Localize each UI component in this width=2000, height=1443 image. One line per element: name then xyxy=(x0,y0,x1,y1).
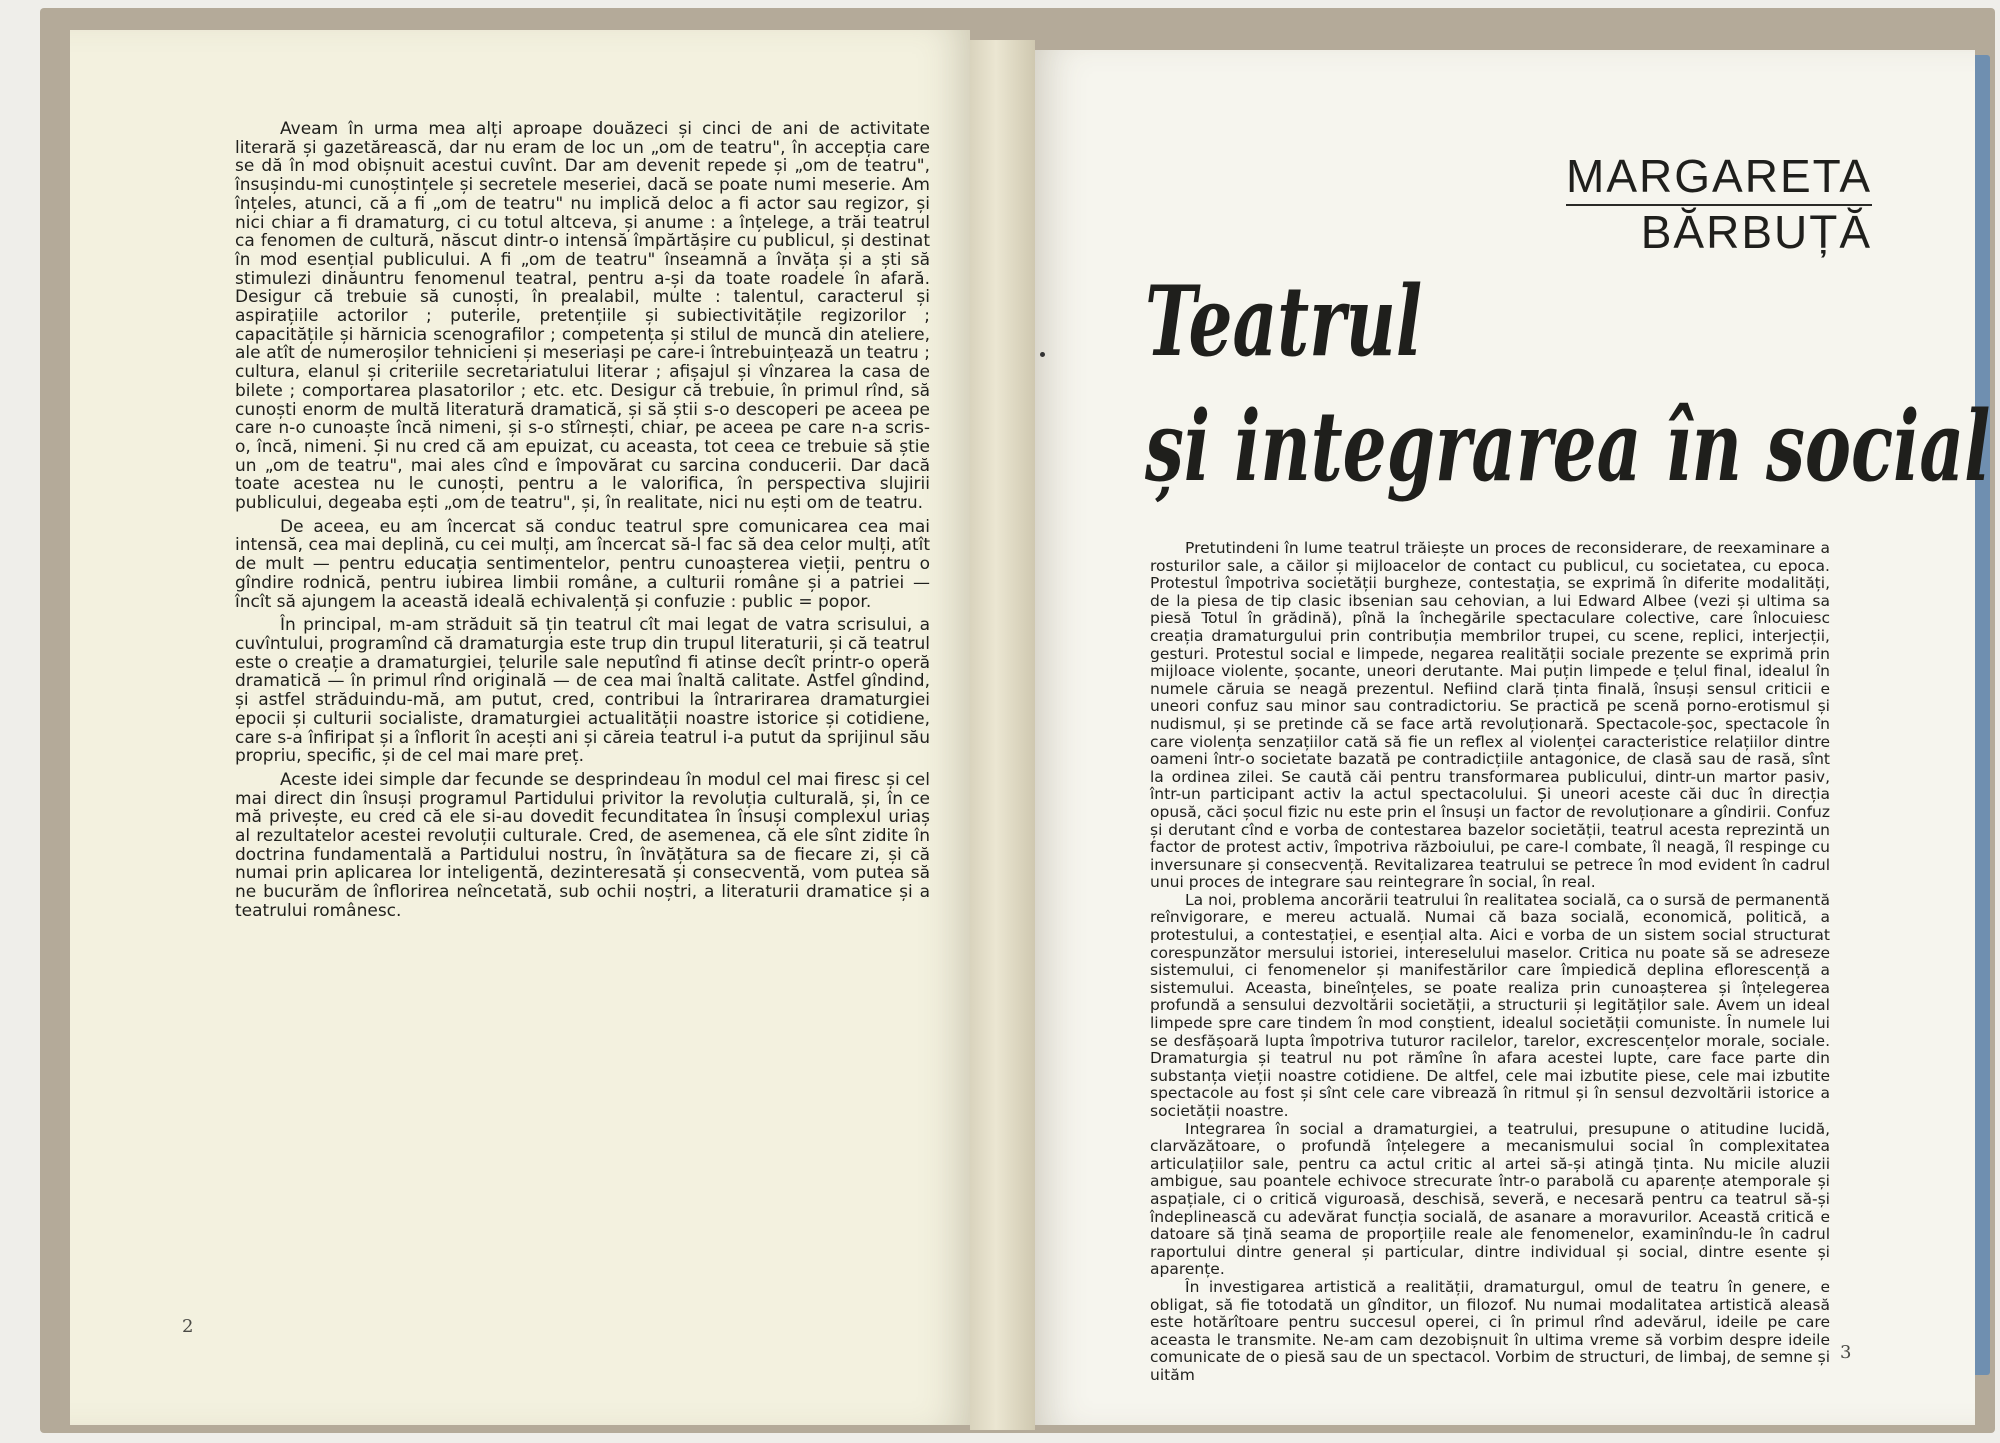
left-paragraph-2: De aceea, eu am încercat să conduc teatrul spre comunicarea cea mai intensă, cea mai deplină, cu cei mulți, am încercat să-l fac să dea celor mulți, atît de mult — pentru educația sentimentelor, pentru cunoașterea vieții, pentru o gîndire rodnică, pentru iubirea limbii române, a culturii române și a patriei — încît să ajungem la această ideală echivalență și confuzie : public = popor. xyxy=(235,516,930,612)
article-author xyxy=(1566,150,1872,258)
right-page-text xyxy=(1150,540,1830,1385)
author-last-name: BĂRBUȚĂ xyxy=(1640,206,1872,258)
article-title-line-2: și integrarea în social xyxy=(1145,390,1991,503)
right-paragraph-2: La noi, problema ancorării teatrului în realitatea socială, ca o sursă de permanentă reînvigorare, e mereu actuală. Numai că baza socială, economică, politică, a protestului, a contestației, e esențial alta. Aici e vorba de un sistem social structurat corespunzător mersului istoriei, intereselului maselor. Critica nu poate să se adreseze sistemului, ci fenomenelor și manifestărilor care împiedică deplina eflorescență a sistemului. Aceasta, bineînțeles, se poate realiza prin cunoașterea și înțelegerea profundă a sensului dezvoltării societății, a structurii și legităților sale. Avem un ideal limpede spre care tindem în mod conștient, idealul societății comuniste. În numele lui se desfășoară lupta împotriva tuturor racilelor, tarelor, excrescențelor morale, sociale. Dramaturgia și teatrul nu pot rămîne în afara acestei lupte, care face parte din substanța vieții noastre cotidiene. De altfel, cele mai izbutite piese, cele mai izbutite spectacole au fost și sînt cele care vibrează în ritmul și în sensul dezvoltării istorice a societății noastre. xyxy=(1150,890,1830,1120)
right-paragraph-4: În investigarea artistică a realității, dramaturgul, omul de teatru în genere, e obligat, să fie totodată un gînditor, un filozof. Nu numai modalitatea artistică aleasă este hotărîtoare pentru succesul operei, ci în primul rînd adevărul, ideile pe care aceasta le transmite. Ne-am cam dezobișnuit în ultima vreme să vorbim despre ideile comunicate de o piesă sau de un spectacol. Vorbim de structuri, de limbaj, de semne și uităm xyxy=(1150,1277,1830,1384)
left-paragraph-4: Aceste idei simple dar fecunde se desprindeau în modul cel mai firesc și cel mai direct din însuși programul Partidului privitor la revoluția culturală, și, în ce mă privește, eu cred că ele si-au dovedit fecunditatea în însuși complexul uriaș al rezultatelor acestei revoluții culturale. Cred, de asemenea, că ele sînt zidite în doctrina fundamentală a Partidului nostru, în învățătura sa de fiecare zi, și că numai prin aplicarea lor inteligentă, dezinteresată și consecventă, vom putea să ne bucurăm de înflorirea neîncetată, sub ochii noștri, a literaturii dramatice și a teatrului românesc. xyxy=(235,769,930,921)
author-first-name: MARGARETA xyxy=(1566,150,1872,206)
article-title-line-1: Teatrul xyxy=(1145,265,1423,378)
left-page-text xyxy=(235,120,930,926)
right-paragraph-3: Integrarea în social a dramaturgiei, a teatrului, presupune o atitudine lucidă, clarvăzătoare, o profundă înțelegere a mecanismului social în complexitatea articulațiilor sale, pentru ca actul critic al artei să-și atingă ținta. Nu micile aluzii ambigue, sau poantele echivoce strecurate într-o parabolă cu aparențe atemporale și aspațiale, ci o critică viguroasă, deschisă, severă, e necesară pentru ca teatrul să-și îndeplinească cu adevărat funcția socială, de asanare a moravurilor. Această critică e datoare să țină seama de proporțiile reale ale fenomenelor, examinîndu-le în cadrul raportului dintre general și particular, dintre individual și social, dintre esente și aparențe. xyxy=(1150,1119,1830,1279)
left-page-number: 2 xyxy=(182,1316,194,1337)
right-page-number: 3 xyxy=(1840,1342,1852,1363)
right-paragraph-1: Pretutindeni în lume teatrul trăiește un proces de reconsiderare, de reexaminare a rosturilor sale, a căilor și mijloacelor de contact cu publicul, cu societatea, cu epoca. Protestul împotriva societății burgheze, contestația, se exprimă în diferite modalități, de la piesa de tip clasic ibsenian sau cehovian, a lui Edward Albee (vezi și ultima sa piesă Totul în grădină), pînă la închegările spectaculare colective, care înlocuiesc creația dramaturgului prin contribuția membrilor trupei, cu scene, replici, interjecții, gesturi. Protestul social e limpede, negarea realității sociale prezente se exprimă prin mijloace violente, șocante, uneori derutante. Mai puțin limpede e țelul final, idealul în numele căruia se neagă prezentul. Nefiind clară ținta finală, însuși sensul criticii e uneori confuz sau minor sau contradictoriu. Se practică pe scenă porno-erotismul și nudismul, și se pretinde că se face artă revoluționară. Spectacole-șoc, spectacole în care violența senzațiilor cată să fie un reflex al violenței caracteristice relațiilor dintre oameni într-o societate bazată pe contradicțiile antagonice, de clasă sau de rasă, sînt la ordinea zilei. Se caută căi pentru transformarea publicului, dintr-un martor pasiv, într-un participant activ la actul spectacolului. Și uneori aceste căi duc în direcția opusă, căci șocul fizic nu este prin el însuși un factor de revoluționare a gîndirii. Confuz și derutant cînd e vorba de contestarea bazelor societății, teatrul acesta reprezintă un factor de protest activ, împotriva războiului, pe care-l combate, îl neagă, îl respinge cu inversunare și consecvență. Revitalizarea teatrului se petrece în mod evident în cadrul unui proces de integrare sau reintegrare în social, în real. xyxy=(1150,539,1830,892)
left-paragraph-1: Aveam în urma mea alți aproape douăzeci și cinci de ani de activitate literară și gazetărească, dar nu eram de loc un „om de teatru", în accepția care se dă în mod obișnuit acestui cuvînt. Dar am devenit repede și „om de teatru", însușindu-mi cunoștințele și secretele meseriei, dacă se poate numi meserie. Am înțeles, atunci, că a fi „om de teatru" nu implică deloc a fi actor sau regizor, și nici chiar a fi dramaturg, ci cu totul altceva, și anume : a înțelege, a trăi teatrul ca fenomen de cultură, născut dintr-o intensă împărtășire cu publicul, și destinat în mod esențial publicului. A fi „om de teatru" înseamnă a învăța și a ști să stimulezi dinăuntru fenomenul teatral, pentru a-și da toate roadele în afară. Desigur că trebuie să cunoști, în prealabil, multe : talentul, caracterul și aspirațiile actorilor ; puterile, pretențiile și subiectivitățile regizorilor ; capacitățile și hărnicia scenografilor ; competența și stilul de muncă din ateliere, ale atît de numeroșilor tehnicieni și meseriași pe care-i întrebuințează un teatru ; cultura, elanul și criteriile secretariatului literar ; afișajul și vînzarea la casa de bilete ; comportarea plasatorilor ; etc. etc. Desigur că trebuie, în primul rînd, să cunoști enorm de multă literatură dramatică, și să știi s-o descoperi pe aceea pe care n-o cunoaște încă nimeni, și s-o stîrnești, chiar, pe aceea pe care n-a scris-o, încă, nimeni. Și nu cred că am epuizat, cu aceasta, tot ceea ce trebuie să știe un „om de teatru", mai ales cînd e împovărat cu sarcina conducerii. Dar dacă toate acestea nu le cunoști, pentru a le valorifica, în perspectiva slujirii publicului, degeaba ești „om de teatru", și, în realitate, nici nu ești om de teatru. xyxy=(235,119,930,514)
left-paragraph-3: În principal, m-am străduit să țin teatrul cît mai legat de vatra scrisului, a cuvîntului, programînd că dramaturgia este trup din trupul literaturii, și că teatrul este o creație a dramaturgiei, țelurile sale neputînd fi atinse decît printr-o operă dramatică — în primul rînd originală — de cea mai înaltă calitate. Astfel gîndind, și astfel străduindu-mă, am putut, cred, contribui la întrarirarea dramaturgiei epocii și culturii socialiste, dramaturgiei actualității noastre istorice și cotidiene, care s-a înfiripat și a înflorit în acești ani și căreia teatrul i-a putut da sprijinul său propriu, specific, și de cel mai mare preț. xyxy=(235,615,930,767)
book-gutter xyxy=(970,40,1035,1430)
margin-dot xyxy=(1040,352,1045,357)
